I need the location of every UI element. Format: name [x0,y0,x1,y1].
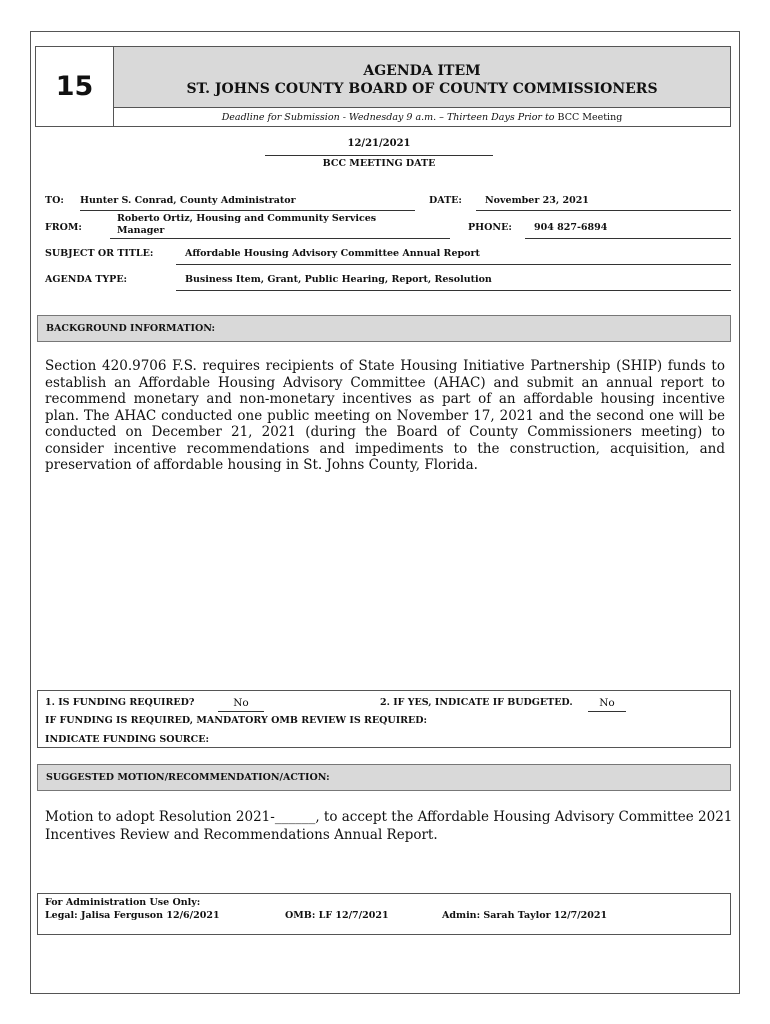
funding-required-underline [218,711,264,712]
meeting-date-value: 12/21/2021 [347,138,411,149]
subject-underline [176,264,731,265]
deadline-text: Deadline for Submission - Wednesday 9 a.m. – Thirteen Days Prior to [221,112,555,123]
date-underline [476,210,731,211]
funding-required-value: No [233,697,249,709]
funding-required-label: 1. IS FUNDING REQUIRED? [45,697,195,708]
agenda-title-line2: ST. JOHNS COUNTY BOARD OF COUNTY COMMISSIONERS [186,81,658,97]
submission-deadline [113,107,731,127]
background-text: Section 420.9706 F.S. requires recipients of State Housing Initiative Partnership (SHIP) funds to establish an Affordable Housing Advisory Committee (AHAC) and submit an annual report to recommend monetary and non-monetary incentives as part of an affordable housing incentive plan. The AHAC conducted one public meeting on November 17, 2021 and the second one will be conducted on December 21, 2021 (during the Board of County Commissioners meeting) to consider incentive recommendations and impediments to the construction, acquisition, and preservation of affordable housing in St. Johns County, Florida. [45,358,725,473]
budgeted-label: 2. IF YES, INDICATE IF BUDGETED. [380,697,573,708]
motion-text: Motion to adopt Resolution 2021-______, to accept the Affordable Housing Advisory Committee 2021 Incentives Review and Recommendations Annual Report. [45,809,733,843]
from-underline [110,238,450,239]
agenda-title-box [113,46,731,108]
agenda-title-line1: AGENDA ITEM [363,63,481,79]
agenda-type-label: AGENDA TYPE: [45,274,128,285]
from-value-line1: Roberto Ortiz, Housing and Community Services [117,213,377,224]
motion-heading: SUGGESTED MOTION/RECOMMENDATION/ACTION: [37,764,731,791]
subject-value: Affordable Housing Advisory Committee Annual Report [185,248,480,259]
from-label: FROM: [45,222,82,233]
agenda-type-value: Business Item, Grant, Public Hearing, Report, Resolution [185,274,492,285]
meeting-date-label: BCC MEETING DATE [322,158,436,169]
date-value: November 23, 2021 [485,195,589,206]
from-value-line2: Manager [117,225,165,236]
page-frame [30,31,740,994]
background-heading: BACKGROUND INFORMATION: [37,315,731,342]
budgeted-underline [588,711,626,712]
agenda-type-underline [176,290,731,291]
funding-source-line: INDICATE FUNDING SOURCE: [45,734,209,745]
admin-heading: For Administration Use Only: [45,897,201,908]
from-value [117,213,376,237]
subject-label: SUBJECT OR TITLE: [45,248,154,259]
meeting-date-underline [265,155,493,156]
omb-review-line: IF FUNDING IS REQUIRED, MANDATORY OMB REVIEW IS REQUIRED: [45,715,428,726]
deadline-tail: BCC Meeting [557,112,623,123]
budgeted-value: No [599,697,615,709]
phone-value: 904 827-6894 [534,222,608,233]
to-value: Hunter S. Conrad, County Administrator [80,195,296,206]
omb-signoff: OMB: LF 12/7/2021 [285,910,389,921]
to-label: TO: [45,195,64,206]
phone-underline [525,238,731,239]
date-label: DATE: [429,195,462,206]
phone-label: PHONE: [468,222,512,233]
legal-signoff: Legal: Jalisa Ferguson 12/6/2021 [45,910,220,921]
admin-signoff: Admin: Sarah Taylor 12/7/2021 [442,910,608,921]
agenda-item-number: 15 [35,46,114,127]
to-underline [80,210,415,211]
